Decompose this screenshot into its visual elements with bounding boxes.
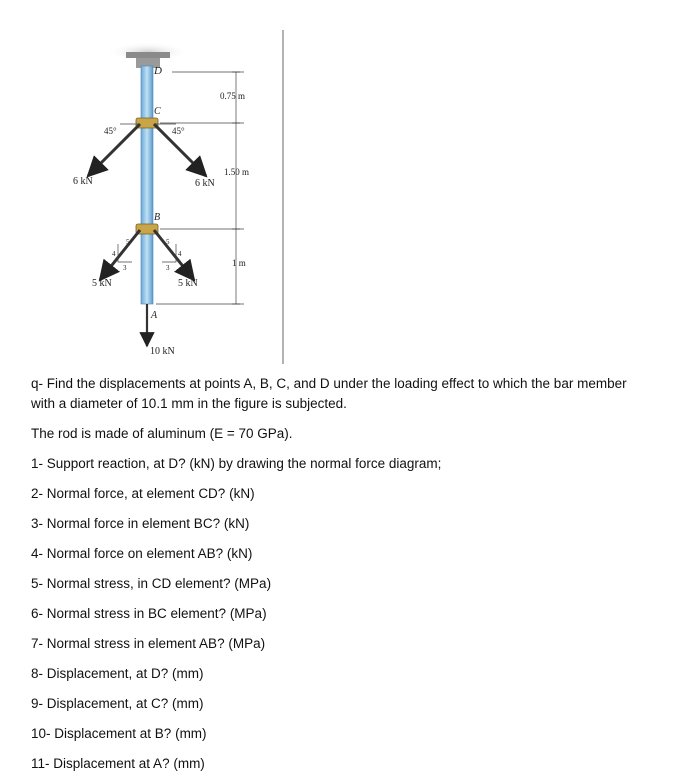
question-item: 4- Normal force on element AB? (kN) (31, 546, 253, 561)
question-item: 1- Support reaction, at D? (kN) by drawing the normal force diagram; (31, 456, 442, 471)
question-item: 7- Normal stress in element AB? (MPa) (31, 636, 266, 651)
label-dim-ab: 1 m (232, 258, 246, 268)
rod (141, 66, 153, 304)
bar-loading-figure (0, 0, 678, 370)
label-force-lower-left: 5 kN (92, 278, 112, 289)
force-lower-left-arrow (100, 230, 140, 280)
label-dim-cd: 0.75 m (220, 91, 246, 101)
label-force-bottom: 10 kN (150, 346, 175, 357)
label-c: C (154, 106, 161, 117)
question-intro: q- Find the displacements at points A, B, C, and D under the loading effect to which the bar member with a diameter of 10.1 mm in the figure is subjected. (31, 376, 627, 411)
question-item: 8- Displacement, at D? (mm) (31, 666, 204, 681)
label-force-upper-right: 6 kN (195, 178, 215, 189)
label-slope-left-hyp: 5 (126, 238, 130, 246)
label-angle-left: 45° (104, 126, 117, 136)
force-lower-right-arrow (154, 230, 194, 280)
question-item: 5- Normal stress, in CD element? (MPa) (31, 576, 272, 591)
label-d: D (154, 65, 162, 77)
label-slope-right-rise: 4 (178, 250, 182, 258)
label-force-lower-right: 5 kN (178, 278, 198, 289)
question-item: 10- Displacement at B? (mm) (31, 726, 207, 741)
label-slope-left-rise: 4 (112, 250, 116, 258)
label-force-upper-left: 6 kN (73, 176, 93, 187)
label-a: A (151, 310, 158, 321)
label-b: B (154, 212, 161, 223)
label-slope-right-run: 3 (166, 264, 170, 272)
label-angle-right: 45° (172, 126, 185, 136)
question-item: 9- Displacement, at C? (mm) (31, 696, 204, 711)
question-item: 2- Normal force, at element CD? (kN) (31, 486, 255, 501)
question-list (31, 454, 651, 784)
material-statement: The rod is made of aluminum (E = 70 GPa). (31, 426, 293, 441)
support-block (126, 52, 170, 58)
label-dim-bc: 1.50 m (224, 167, 250, 177)
label-slope-left-run: 3 (123, 264, 127, 272)
label-slope-right-hyp: 5 (166, 238, 170, 246)
question-item: 3- Normal force in element BC? (kN) (31, 516, 250, 531)
question-item: 11- Displacement at A? (mm) (31, 756, 205, 771)
question-intro-block (31, 374, 651, 414)
question-item: 6- Normal stress in BC element? (MPa) (31, 606, 267, 621)
